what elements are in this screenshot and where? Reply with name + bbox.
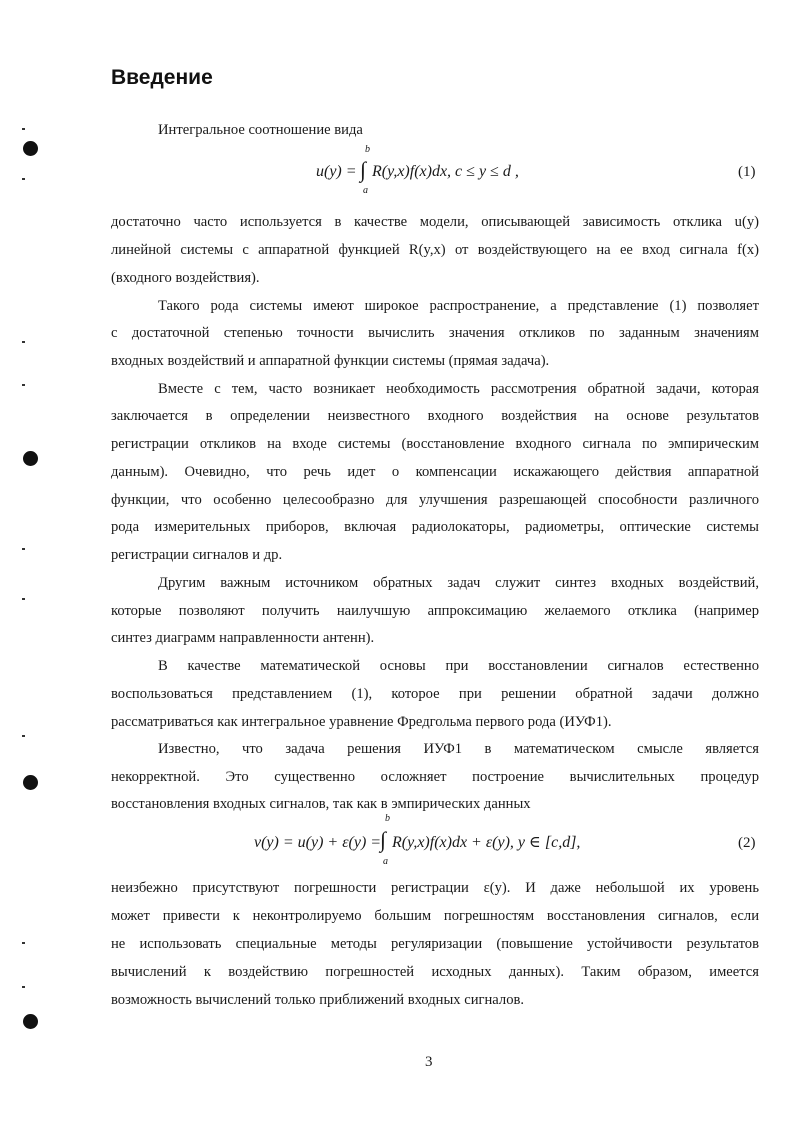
paragraph-4-line-2: заключается в определении неизвестного входного воздействия на основе результатов	[111, 408, 759, 424]
paragraph-6-line-2: воспользоваться представлением (1), которое при решении обратной задачи должно	[111, 686, 759, 702]
integral-sign-icon: ∫	[380, 827, 387, 852]
paragraph-2-line-1: достаточно часто используется в качестве модели, описывающей зависимость отклика u(y)	[111, 214, 759, 230]
paragraph-4-line-1: Вместе с тем, часто возникает необходимость рассмотрения обратной задачи, которая	[158, 381, 759, 397]
paragraph-3-line-1: Такого рода системы имеют широкое распространение, а представление (1) позволяет	[158, 298, 759, 314]
paragraph-8-line-1: неизбежно присутствуют погрешности регистрации ε(y). И даже небольшой их уровень	[111, 880, 759, 896]
paragraph-7-line-2: некорректной. Это существенно осложняет построение вычислительных процедур	[111, 769, 759, 785]
paragraph-4-line-7: регистрации сигналов и др.	[111, 547, 283, 563]
paragraph-6-line-3: рассматриваться как интегральное уравнение Фредгольма первого рода (ИУФ1).	[111, 714, 612, 730]
equation-2-upper-limit: b	[385, 813, 390, 824]
paragraph-8-line-5: возможность вычислений только приближений входных сигналов.	[111, 992, 525, 1008]
equation-1-rhs: R(y,x)f(x)dx, c ≤ y ≤ d ,	[372, 163, 519, 180]
paragraph-4-line-6: рода измерительных приборов, включая радиолокаторы, радиометры, оптические системы	[111, 519, 759, 535]
scan-speck	[22, 341, 25, 343]
punch-hole-icon	[23, 1014, 38, 1029]
paragraph-5-line-1: Другим важным источником обратных задач служит синтез входных воздействий,	[158, 575, 759, 591]
paragraph-6-line-1: В качестве математической основы при восстановлении сигналов естественно	[158, 658, 759, 674]
scan-speck	[22, 598, 25, 600]
scan-speck	[22, 986, 25, 988]
paragraph-4-line-3: регистрации откликов на входе системы (восстановление входного сигнала по эмпирическим	[111, 436, 759, 452]
equation-1-lower-limit: a	[363, 185, 368, 196]
scan-speck	[22, 942, 25, 944]
scan-speck	[22, 735, 25, 737]
paragraph-3-line-3: входных воздействий и аппаратной функции системы (прямая задача).	[111, 353, 550, 369]
paragraph-8-line-3: не использовать специальные методы регуляризации (повышение устойчивости результатов	[111, 936, 759, 952]
equation-2-lower-limit: a	[383, 856, 388, 867]
equation-1-number: (1)	[738, 164, 756, 180]
paragraph-7-line-3: восстановления входных сигналов, так как в эмпирических данных	[111, 796, 531, 812]
equation-1-upper-limit: b	[365, 144, 370, 155]
equation-2-rhs: R(y,x)f(x)dx + ε(y), y ∈ [c,d],	[392, 834, 581, 851]
page-number: 3	[425, 1054, 433, 1070]
equation-1-lhs: u(y) =	[316, 163, 357, 180]
equation-2-lhs: v(y) = u(y) + ε(y) =	[254, 834, 382, 851]
section-title: Введение	[111, 66, 213, 89]
paragraph-5-line-2: которые позволяют получить наилучшую аппроксимацию желаемого отклика (например	[111, 603, 759, 619]
paragraph-7-line-1: Известно, что задача решения ИУФ1 в математическом смысле является	[158, 741, 759, 757]
punch-hole-icon	[23, 141, 38, 156]
paragraph-2-line-3: (входного воздействия).	[111, 270, 260, 286]
paragraph-5-line-3: синтез диаграмм направленности антенн).	[111, 630, 375, 646]
scan-speck	[22, 548, 25, 550]
scan-speck	[22, 384, 25, 386]
paragraph-3-line-2: с достаточной степенью точности вычислить значения откликов по заданным значениям	[111, 325, 759, 341]
paragraph-8-line-4: вычислений к воздействию погрешностей исходных данных). Таким образом, имеется	[111, 964, 759, 980]
paragraph-2-line-2: линейной системы с аппаратной функцией R(y,x) от воздействующего на ее вход сигнала f(x)	[111, 242, 759, 258]
paragraph-4-line-4: данным). Очевидно, что речь идет о компенсации искажающего действия аппаратной	[111, 464, 759, 480]
punch-hole-icon	[23, 451, 38, 466]
paragraph-8-line-2: может привести к неконтролируемо большим погрешностям восстановления сигналов, если	[111, 908, 759, 924]
scan-speck	[22, 178, 25, 180]
integral-sign-icon: ∫	[360, 157, 367, 182]
equation-2-number: (2)	[738, 835, 756, 851]
punch-hole-icon	[23, 775, 38, 790]
scan-speck	[22, 128, 25, 130]
paragraph-1-line-1: Интегральное соотношение вида	[158, 122, 363, 138]
paragraph-4-line-5: функции, что особенно целесообразно для улучшения разрешающей способности различного	[111, 492, 759, 508]
